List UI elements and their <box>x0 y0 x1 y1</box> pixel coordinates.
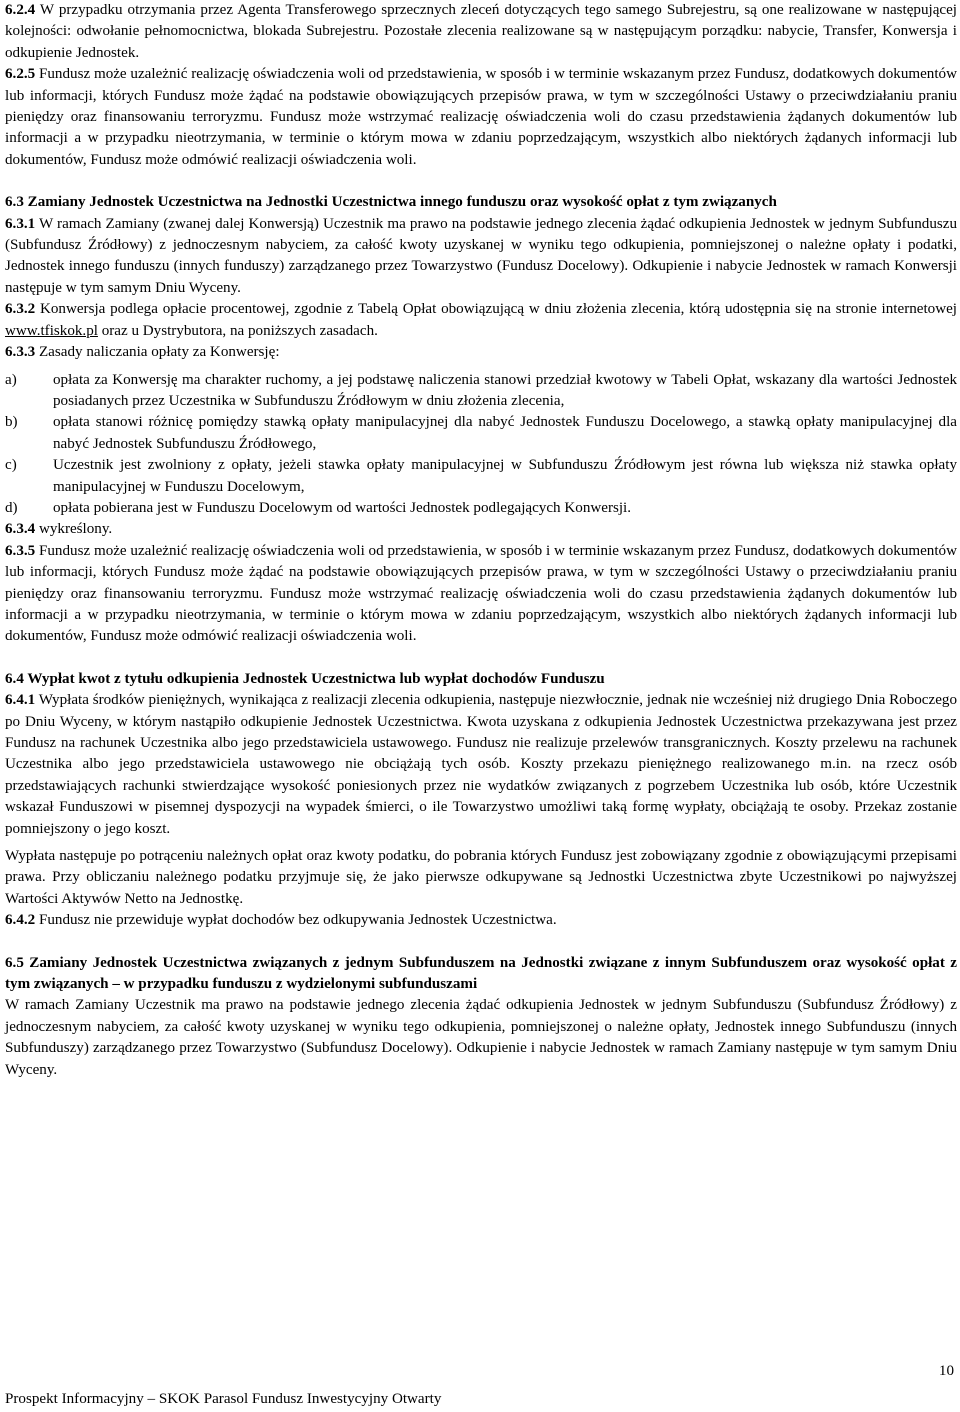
paragraph-text: Zasady naliczania opłaty za Konwersję: <box>35 344 280 361</box>
paragraph-text: oraz u Dystrybutora, na poniższych zasadach. <box>97 322 378 339</box>
list-item-text: opłata pobierana jest w Funduszu Docelowym od wartości Jednostek podlegających Konwersji. <box>53 499 632 516</box>
paragraph-6-3-3 <box>5 342 957 363</box>
section-number: 6.2.5 <box>5 66 36 83</box>
list-item <box>5 412 957 455</box>
paragraph-6-4-1-continued: Wypłata następuje po potrąceniu należnych opłat oraz kwoty podatku, do pobrania których Fundusz jest zobowiązany zgodnie z obowiązującymi przepisami prawa. Przy obliczaniu należnego podatku przyjmuje się, że jako pierwsze odkupywane są Jednostki Uczestnictwa zbyte Uczestnikowi po najwyższej Wartości Aktywów Netto na Jednostkę. <box>5 848 957 907</box>
list-marker: a) <box>5 371 17 388</box>
section-number: 6.3.3 <box>5 344 36 361</box>
paragraph-text: wykreślony. <box>35 521 113 538</box>
list-item-text: opłata za Konwersję ma charakter ruchomy, a jej podstawę naliczenia stanowi przedział kwotowy w Tabeli Opłat, wskazany dla wartości Jednostek posiadanych przez Uczestnika w Subfunduszu Źródłowym w dniu złożenia zlecenia, <box>53 371 957 409</box>
paragraph-text: Konwersja podlega opłacie procentowej, zgodnie z Tabelą Opłat obowiązującą w dniu złożenia zlecenia, którą udostępnia się na stronie internetowej <box>35 301 957 318</box>
section-number: 6.3.4 <box>5 521 36 538</box>
list-item <box>5 370 957 413</box>
fee-rules-list <box>5 370 957 520</box>
paragraph-text: Fundusz nie przewiduje wypłat dochodów bez odkupywania Jednostek Uczestnictwa. <box>35 912 557 929</box>
section-number: 6.3.5 <box>5 542 36 559</box>
paragraph-6-4-1 <box>5 690 957 840</box>
paragraph-6-2-5 <box>5 64 957 171</box>
spacer <box>5 171 957 192</box>
paragraph-text: Fundusz może uzależnić realizację oświadczenia woli od przedstawienia, w sposób i w terminie wskazanym przez Fundusz, dodatkowych dokumentów lub informacji, których Fundusz może żądać na podstawie obowiązujących przepisów prawa, w tym w szczególności Ustawy o przeciwdziałaniu praniu pieniędzy oraz finansowaniu terroryzmu. Fundusz może wstrzymać realizację oświadczenia woli do czasu przedstawienia żądanych dokumentów lub informacji a w przypadku nieotrzymania, w terminie o którym mowa w zdaniu poprzedzającym, wszystkich albo niektórych żądanych informacji lub dokumentów, Fundusz może odmówić realizacji oświadczenia woli. <box>5 66 957 168</box>
list-marker: d) <box>5 499 18 516</box>
list-marker: c) <box>5 457 17 474</box>
paragraph-text: W przypadku otrzymania przez Agenta Transferowego sprzecznych zleceń dotyczących tego samego Subrejestru, są one realizowane w następującej kolejności: odwołanie pełnomocnictwa, blokada Subrejestru. Pozostałe zlecenia realizowane są w następującym porządku: nabycie, Transfer, Konwersja i odkupienie Jednostek. <box>5 2 957 61</box>
heading-6-4: 6.4 Wypłat kwot z tytułu odkupienia Jednostek Uczestnictwa lub wypłat dochodów Funduszu <box>5 670 605 687</box>
list-marker: b) <box>5 414 18 431</box>
page-footer: Prospekt Informacyjny – SKOK Parasol Fundusz Inwestycyjny Otwarty <box>5 1391 442 1407</box>
page-number: 10 <box>938 1363 954 1379</box>
website-link[interactable]: www.tfiskok.pl <box>5 322 98 339</box>
spacer <box>5 932 957 953</box>
paragraph-6-3-5 <box>5 541 957 648</box>
paragraph-text: Fundusz może uzależnić realizację oświadczenia woli od przedstawienia, w sposób i w terminie wskazanym przez Fundusz, dodatkowych dokumentów lub informacji, których Fundusz może żądać na podstawie obowiązujących przepisów prawa, w tym w szczególności Ustawy o przeciwdziałaniu praniu pieniędzy oraz finansowaniu terroryzmu. Fundusz może wstrzymać realizację oświadczenia woli do czasu przedstawienia żądanych dokumentów lub informacji a w przypadku nieotrzymania, w terminie o którym mowa w zdaniu poprzedzającym, wszystkich albo niektórych żądanych informacji lub dokumentów, Fundusz może odmówić realizacji oświadczenia woli. <box>5 542 957 645</box>
section-number: 6.3.2 <box>5 301 36 318</box>
section-number: 6.4.2 <box>5 912 36 929</box>
list-item-text: opłata stanowi różnicę pomiędzy stawką opłaty manipulacyjnej dla nabyć Jednostek Funduszu Docelowego, a stawką opłaty manipulacyjnej dla nabyć Jednostek Subfunduszu Źródłowego, <box>53 414 957 452</box>
section-number: 6.3.1 <box>5 215 36 232</box>
paragraph-6-4-2 <box>5 910 957 931</box>
spacer <box>5 648 957 669</box>
heading-6-5: 6.5 Zamiany Jednostek Uczestnictwa związanych z jednym Subfunduszem na Jednostki związane z innym Subfunduszem oraz wysokość opłat z tym związanych – w przypadku funduszu z wydzielonymi subfunduszami <box>5 954 957 993</box>
paragraph-text: W ramach Zamiany (zwanej dalej Konwersją) Uczestnik ma prawo na podstawie jednego zlecenia żądać odkupienia Jednostek w jednym Subfunduszu (Subfundusz Źródłowy) z jednoczesnym nabyciem, za całość kwoty uzyskanej w wyniku tego odkupienia, pomniejszonej o należne opłaty i podatki, Jednostek innego funduszu (innych funduszy) zarządzanego przez Towarzystwo (Fundusz Docelowy). Odkupienie i nabycie Jednostek w ramach Konwersji następuje w tym samym Dniu Wyceny. <box>5 215 957 296</box>
list-item <box>5 498 957 519</box>
paragraph-6-3-4 <box>5 519 957 540</box>
list-item-text: Uczestnik jest zwolniony z opłaty, jeżeli stawka opłaty manipulacyjnej w Subfunduszu Źródłowym jest równa lub większa niż stawka opłaty manipulacyjnej w Funduszu Docelowym, <box>53 457 957 495</box>
paragraph-6-2-4 <box>5 0 957 64</box>
section-number: 6.2.4 <box>5 2 36 18</box>
paragraph-6-3-1 <box>5 214 957 300</box>
paragraph-text: Wypłata środków pieniężnych, wynikająca z realizacji zlecenia odkupienia, następuje niezwłocznie, jednak nie wcześniej niż drugiego Dnia Roboczego po Dniu Wyceny, w którym nastąpiło odkupienie Jednostek Uczestnictwa. Kwota uzyskana z odkupienia Jednostek Uczestnictwa przekazywana jest przez Fundusz na rachunek Uczestnika albo jego przedstawiciela ustawowego. Fundusz nie realizuje przelewów transgranicznych. Koszty przelewu na rachunek Uczestnika albo jego przedstawiciela ustawowego nie obciążają tych osób. Koszty przekazu pieniężnego realizowanego m.in. na rzecz osób przedstawiających rachunki stwierdzające wysokość poniesionych przez nie wydatków związanych z pogrzebem Uczestnika lub osób, które Uczestnik wskazał Funduszowi w pisemnej dyspozycji na wypadek śmierci, o ile Towarzystwo umożliwi taką formę wypłaty, obciążają te osoby. Przekaz zostanie pomniejszony o jego koszt. <box>5 692 957 837</box>
section-number: 6.4.1 <box>5 692 36 709</box>
paragraph-6-3-2 <box>5 299 957 342</box>
paragraph-6-5: W ramach Zamiany Uczestnik ma prawo na podstawie jednego zlecenia żądać odkupienia Jednostek w jednym Subfunduszu (Subfundusz Źródłowy) z jednoczesnym nabyciem, za całość kwoty uzyskanej w wyniku tego odkupienia, pomniejszonej o należne opłaty, Jednostek innego Subfunduszu (innych Subfunduszy) zarządzanego przez Towarzystwo (Subfundusz Docelowy). Odkupienie i nabycie Jednostek w ramach Zamiany następuje w tym samym Dniu Wyceny. <box>5 997 957 1078</box>
list-item <box>5 455 957 498</box>
heading-6-3: 6.3 Zamiany Jednostek Uczestnictwa na Jednostki Uczestnictwa innego funduszu oraz wysokość opłat z tym związanych <box>5 194 777 211</box>
